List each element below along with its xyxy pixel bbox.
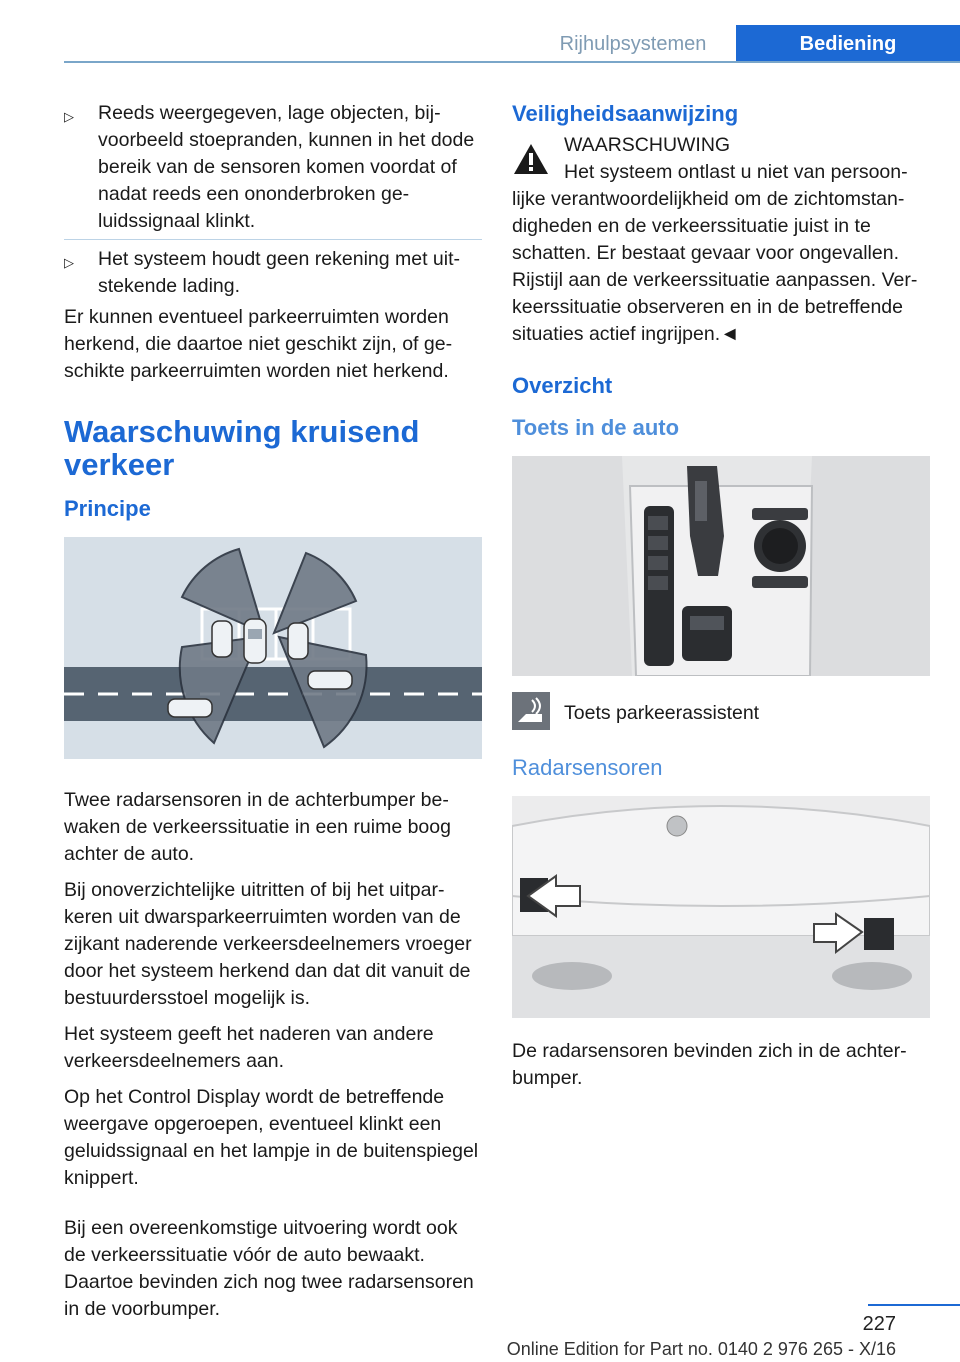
overview-heading: Overzicht — [512, 373, 613, 398]
header-section: Rijhulpsystemen — [559, 33, 707, 55]
warning-triangle-icon — [512, 142, 550, 176]
button-heading: Toets in de auto — [512, 415, 680, 440]
list-item — [64, 246, 482, 300]
radar-heading: Radarsensoren — [512, 755, 663, 780]
center-console-photo — [512, 456, 930, 676]
warning-text: Het systeem ontlast u niet van persoonlijke verantwoordelijkheid om de zichtomstandigheden en de verkeerssituatie juist in te schatten. Er bestaat gevaar voor ongevallen. Rijstijl aan de verkeerssituatie aanpassen. Verkeerssituatie observeren en in de betreffende situaties actief ingrijpen.◄ — [512, 161, 918, 345]
warning-label: WAARSCHUWING — [564, 134, 731, 156]
triangle-bullet-icon: ▷ — [64, 109, 74, 124]
radar-text: De radarsensoren bevinden zich in de achterbumper. — [512, 1040, 907, 1089]
button-label: Toets parkeerassistent — [564, 702, 760, 724]
cross-traffic-diagram — [64, 537, 482, 759]
separator — [64, 239, 482, 240]
left-column — [64, 100, 482, 1332]
paragraph: Het systeem geeft het naderen van andere verkeersdeelnemers aan. — [64, 1023, 434, 1072]
list-item — [64, 100, 482, 235]
bullet-text: Het systeem houdt geen rekening met uitstekende lading. — [98, 248, 461, 297]
paragraph: Op het Control Display wordt de betreffende weergave opgeroepen, eventueel klinkt een geluidssignaal en het lampje in de buitenspiegel knippert. — [64, 1086, 479, 1189]
intro-text: Er kunnen eventueel parkeerruimten worden herkend, die daartoe niet geschikt zijn, of geschikte parkeerruimten worden niet herkend. — [64, 306, 453, 382]
section-title: Waarschuwing kruisend verkeer — [64, 414, 420, 482]
bullet-list — [64, 100, 482, 300]
center-console-illustration — [512, 456, 930, 676]
footer-edition: Online Edition for Part no. 0140 2 976 265 - X/16 — [506, 1339, 896, 1359]
paragraph: Bij een overeenkomstige uitvoering wordt ook de verkeerssituatie vóór de auto bewaakt. Daartoe bevinden zich nog twee radarsensoren in de voorbumper. — [64, 1217, 474, 1320]
triangle-bullet-icon: ▷ — [64, 255, 74, 270]
page-number: 227 — [862, 1313, 896, 1335]
cross-traffic-illustration — [64, 537, 482, 759]
principle-heading: Principe — [64, 496, 151, 521]
rear-bumper-photo — [512, 796, 930, 1018]
paragraph: Bij onoverzichtelijke uitritten of bij het uitparkeren uit dwarsparkeerruimten worden van de zijkant naderende verkeersdeelnemers vroeger door het systeem herkend dan dat dit vanuit de bestuurdersstoel mogelijk is. — [64, 879, 472, 1009]
bullet-text: Reeds weergegeven, lage objecten, bijvoorbeeld stoepranden, kunnen in het dode bereik van de sensoren komen voordat of nadat reeds een ononderbroken geluidssignaal klinkt. — [98, 102, 475, 232]
header-rule — [64, 61, 960, 63]
footer-rule — [868, 1304, 960, 1306]
rear-bumper-illustration — [512, 796, 930, 1018]
safety-heading: Veiligheidsaanwijzing — [512, 101, 739, 126]
header-chapter-tab: Bediening — [736, 25, 960, 63]
parking-assistant-button-row — [512, 692, 930, 732]
right-column — [512, 100, 930, 1092]
parking-assistant-button-icon — [512, 692, 550, 730]
warning-block — [512, 132, 930, 159]
paragraph: Twee radarsensoren in de achterbumper bewaken de verkeerssituatie in een ruime boog achter de auto. — [64, 789, 451, 865]
